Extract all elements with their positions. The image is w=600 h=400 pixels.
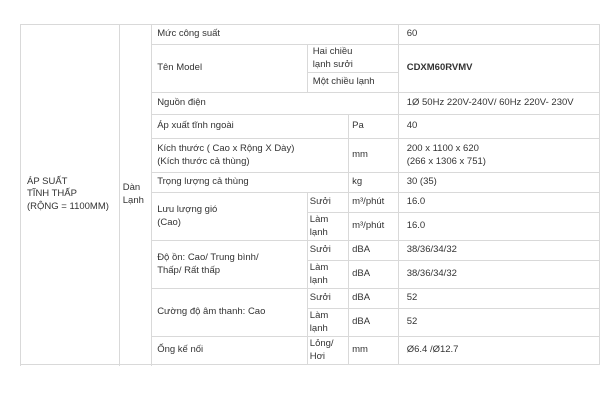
pipe-unit: mm	[349, 337, 399, 365]
sound-power-cool-value: 52	[398, 309, 599, 337]
capacity-value: 60	[398, 25, 599, 45]
category-line: TĨNH THẤP	[27, 188, 77, 200]
noise-heat-label: Sưởi	[307, 241, 348, 261]
airflow-label-line: Lưu lượng gió	[157, 204, 218, 215]
pipe-sub-line: Lỏng/	[309, 338, 334, 349]
noise-cool-line: Làm	[309, 262, 329, 273]
dimensions-value	[398, 139, 599, 173]
airflow-cool-line: Làm	[309, 214, 329, 225]
dimensions-value-line: (266 x 1306 x 751)	[406, 155, 486, 167]
dimensions-value-line: 200 x 1100 x 620	[406, 143, 479, 154]
sound-power-heat-value: 52	[398, 289, 599, 309]
dimensions-label-line: Kích thước ( Cao x Rộng X Dày)	[157, 143, 295, 154]
noise-cool-value: 38/36/34/32	[398, 261, 599, 289]
airflow-label	[152, 193, 308, 241]
sound-power-cool-unit: dBA	[349, 309, 399, 337]
model-value: CDXM60RVMV	[398, 45, 599, 93]
noise-heat-value: 38/36/34/32	[398, 241, 599, 261]
power-label: Nguồn điện	[152, 93, 399, 115]
weight-unit: kg	[349, 173, 399, 193]
pipe-sub	[307, 337, 348, 365]
sound-power-heat-label: Sưởi	[307, 289, 348, 309]
model-sub-heat: Hai chiều lạnh sưởi	[307, 45, 398, 73]
pipe-sub-line: Hơi	[309, 350, 325, 362]
dimensions-label-line: (Kích thước cả thùng)	[157, 155, 250, 167]
airflow-cool-unit: m³/phút	[349, 213, 399, 241]
unit-type-line: Lạnh	[122, 194, 144, 206]
model-sub-cool: Một chiều lạnh	[307, 73, 398, 93]
pressure-value: 40	[398, 115, 599, 139]
noise-cool-label	[307, 261, 348, 289]
noise-heat-unit: dBA	[349, 241, 399, 261]
airflow-cool-value: 16.0	[398, 213, 599, 241]
pipe-value: Ø6.4 /Ø12.7	[398, 337, 599, 365]
weight-value: 30 (35)	[398, 173, 599, 193]
spec-table	[20, 24, 600, 365]
dimensions-unit: mm	[349, 139, 399, 173]
noise-label-line: Độ ồn: Cao/ Trung bình/	[157, 252, 259, 263]
category-line: (RỘNG = 1100MM)	[27, 200, 109, 212]
unit-type-cell	[119, 25, 151, 365]
table-row	[21, 25, 600, 45]
airflow-cool-line: lạnh	[309, 226, 328, 238]
sound-power-cool-line: Làm	[309, 310, 329, 321]
model-label: Tên Model	[152, 45, 308, 93]
airflow-heat-label: Sưởi	[307, 193, 348, 213]
airflow-heat-unit: m³/phút	[349, 193, 399, 213]
unit-type-line: Dàn	[122, 182, 141, 193]
sound-power-label: Cường độ âm thanh: Cao	[152, 289, 308, 337]
pipe-label: Ống kế nối	[152, 337, 308, 365]
dimensions-label	[152, 139, 349, 173]
pressure-label: Áp xuất tĩnh ngoài	[152, 115, 349, 139]
noise-label-line: Thấp/ Rất thấp	[157, 264, 221, 276]
power-value: 1Ø 50Hz 220V-240V/ 60Hz 220V- 230V	[398, 93, 599, 115]
noise-cool-unit: dBA	[349, 261, 399, 289]
pressure-unit: Pa	[349, 115, 399, 139]
weight-label: Trọng lượng cả thùng	[152, 173, 349, 193]
sound-power-cool-line: lạnh	[309, 322, 328, 334]
airflow-cool-label	[307, 213, 348, 241]
sound-power-cool-label	[307, 309, 348, 337]
capacity-label: Mức công suất	[152, 25, 399, 45]
sound-power-heat-unit: dBA	[349, 289, 399, 309]
airflow-heat-value: 16.0	[398, 193, 599, 213]
category-line: ÁP SUẤT	[27, 175, 68, 187]
noise-label	[152, 241, 308, 289]
airflow-label-line: (Cao)	[157, 216, 181, 228]
category-cell	[21, 25, 120, 365]
noise-cool-line: lạnh	[309, 274, 328, 286]
